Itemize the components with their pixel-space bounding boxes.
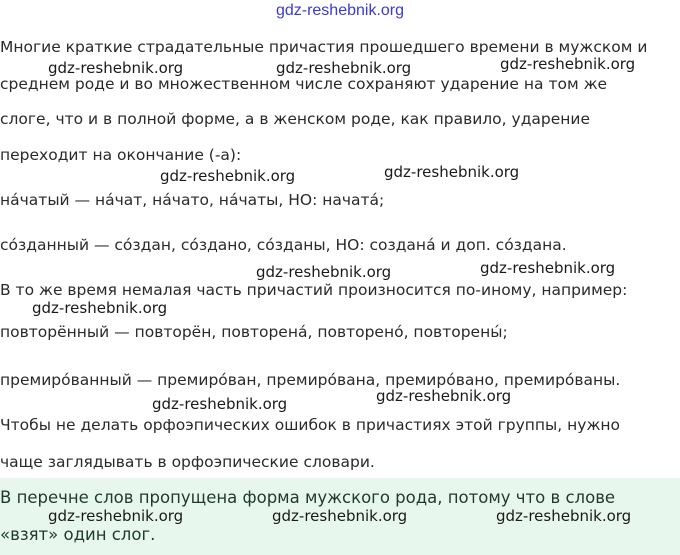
watermark: gdz-reshebnik.org — [276, 59, 412, 77]
watermark: gdz-reshebnik.org — [48, 507, 184, 525]
text-line-9: премиро́ванный — премиро́ван, премиро́вана, премиро́вано, премиро́ваны. — [0, 371, 621, 389]
text-line-2: среднем роде и во множественном числе сохраняют ударение на том же — [0, 75, 608, 93]
answer-line-1: В перечне слов пропущена форма мужского рода, потому что в слове — [0, 488, 616, 507]
watermark: gdz-reshebnik.org — [272, 507, 408, 525]
watermark: gdz-reshebnik.org — [32, 299, 168, 317]
text-line-10: Чтобы не делать орфоэпических ошибок в причастиях этой группы, нужно — [0, 416, 621, 434]
watermark: gdz-reshebnik.org — [48, 59, 184, 77]
text-line-11: чаще заглядывать в орфоэпические словари. — [0, 453, 375, 471]
watermark: gdz-reshebnik.org — [480, 259, 616, 277]
text-line-1: Многие краткие страдательные причастия прошедшего времени в мужском и — [0, 38, 648, 56]
text-line-3: слоге, что и в полной форме, а в женском роде, как правило, ударение — [0, 110, 591, 128]
watermark: gdz-reshebnik.org — [160, 167, 296, 185]
site-header-link[interactable]: gdz-reshebnik.org — [275, 2, 405, 19]
watermark: gdz-reshebnik.org — [152, 395, 288, 413]
watermark: gdz-reshebnik.org — [384, 163, 520, 181]
answer-line-2: «взят» один слог. — [0, 525, 156, 544]
watermark: gdz-reshebnik.org — [500, 55, 636, 73]
watermark: gdz-reshebnik.org — [496, 507, 632, 525]
text-line-4: переходит на окончание (-а): — [0, 146, 242, 164]
text-line-5: на́чатый — на́чат, на́чато, на́чаты, НО: начата́; — [0, 191, 385, 209]
text-line-6: со́зданный — со́здан, со́здано, со́зданы, НО: создана́ и доп. со́здана. — [0, 236, 567, 254]
text-line-7: В то же время немалая часть причастий произносится по-иному, например: — [0, 281, 628, 299]
text-line-8: повторённый — повторён, повторена́, повторено́, повторены́; — [0, 323, 508, 341]
watermark: gdz-reshebnik.org — [376, 387, 512, 405]
watermark: gdz-reshebnik.org — [256, 263, 392, 281]
